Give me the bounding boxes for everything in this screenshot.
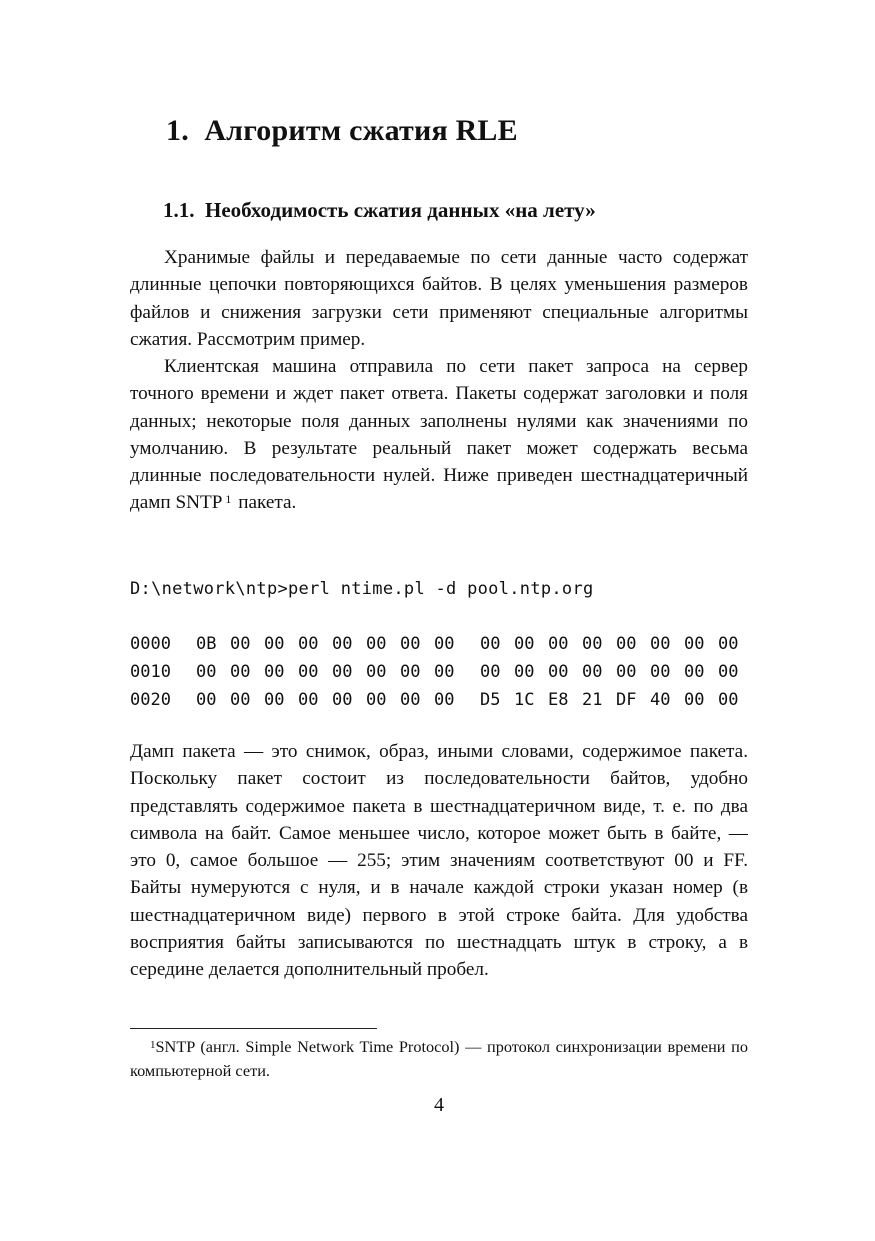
footnote-reference[interactable]: 1 — [225, 492, 232, 507]
hex-byte: E8 — [548, 690, 569, 710]
hex-byte: 00 — [434, 690, 455, 710]
paragraph-intro: Хранимые файлы и передаваемые по сети данные часто содержат длинные цепочки повторяющихся байтов. В целях уменьшения размеров файлов и снижения загрузки сети применяют специальные алгоритмы сжатия. Рассмотрим пример. — [130, 247, 748, 350]
paragraph-example-tail: пакета. — [238, 492, 297, 514]
hex-byte: 00 — [400, 634, 421, 654]
hex-middle-gap — [468, 630, 480, 658]
hex-byte: 00 — [582, 634, 603, 654]
hex-byte: 21 — [582, 690, 603, 710]
hex-byte: 0B — [196, 634, 217, 654]
hex-byte: 00 — [684, 634, 705, 654]
hex-dump-row — [130, 686, 752, 714]
hex-dump-row — [130, 658, 752, 686]
paragraph-dump-explanation: Дамп пакета — это снимок, образ, иными словами, содержимое пакета. Поскольку пакет состоит из последовательности байтов, удобно представлять содержимое пакета в шестнадцатеричном виде, т. е. по два символа на байт. Самое меньшее число, которое может быть в байте, — это 0, самое большое — 255; этим значениям соответствуют 00 и FF. Байты нумеруются с нуля, и в начале каждой строки указан номер (в шестнадцатеричном виде) первого в этой строке байта. Для удобства восприятия байты записываются по шестнадцать штук в строку, а в середине делается дополнительный пробел. — [130, 741, 748, 981]
hex-byte: 00 — [616, 662, 637, 682]
hex-middle-gap — [468, 686, 480, 714]
chapter-number: 1. — [166, 114, 189, 147]
hex-byte: 00 — [230, 634, 251, 654]
hex-byte: 00 — [480, 634, 501, 654]
hex-byte: D5 — [480, 690, 501, 710]
section-heading — [163, 198, 596, 223]
hex-byte: 00 — [264, 662, 285, 682]
hex-byte: 00 — [548, 662, 569, 682]
hex-address: 0020 — [130, 690, 171, 710]
hex-byte: 00 — [514, 662, 535, 682]
hex-byte: 00 — [650, 634, 671, 654]
paragraph-example-text: Клиентская машина отправила по сети пакет запроса на сервер точного времени и ждет пакет ответа. Пакеты содержат заголовки и поля данных; некоторые поля данных заполнены нулями как значениями по умолчанию. В результате реальный пакет может содержать весьма длинные последовательности нулей. Ниже приведен шестнадцатеричный дамп SNTP — [130, 356, 748, 514]
footnote — [130, 1035, 748, 1083]
hex-byte: 00 — [514, 634, 535, 654]
hex-byte: 00 — [366, 662, 387, 682]
chapter-heading — [166, 114, 518, 148]
hex-byte: 00 — [684, 662, 705, 682]
hex-byte: 00 — [548, 634, 569, 654]
hex-byte: 00 — [582, 662, 603, 682]
hex-byte: DF — [616, 690, 637, 710]
hex-byte: 00 — [616, 634, 637, 654]
command-line: D:\network\ntp>perl ntime.pl -d pool.ntp.org — [130, 579, 594, 599]
paragraph-example — [130, 353, 748, 517]
hex-byte: 00 — [684, 690, 705, 710]
hex-address: 0010 — [130, 662, 171, 682]
hex-byte: 00 — [718, 690, 739, 710]
hex-byte: 00 — [230, 690, 251, 710]
page-number: 4 — [434, 1094, 444, 1116]
hex-byte: 00 — [434, 634, 455, 654]
section-title: Необходимость сжатия данных «на лету» — [205, 198, 596, 222]
hex-byte: 00 — [298, 634, 319, 654]
hex-byte: 00 — [230, 662, 251, 682]
hex-byte: 00 — [400, 662, 421, 682]
hex-byte: 1C — [514, 690, 535, 710]
section-number: 1.1. — [163, 198, 195, 222]
footnote-text: SNTP (англ. Simple Network Time Protocol) — протокол синхронизации времени по компьютерной сети. — [130, 1037, 748, 1080]
chapter-title: Алгоритм сжатия RLE — [204, 114, 518, 147]
hex-address: 0000 — [130, 634, 171, 654]
hex-byte: 00 — [718, 634, 739, 654]
footnote-mark: 1 — [150, 1039, 156, 1051]
hex-byte: 00 — [196, 690, 217, 710]
hex-byte: 00 — [264, 634, 285, 654]
hex-byte: 00 — [264, 690, 285, 710]
hex-byte: 00 — [332, 634, 353, 654]
hex-byte: 00 — [434, 662, 455, 682]
hex-byte: 00 — [298, 662, 319, 682]
hex-byte: 00 — [366, 690, 387, 710]
hex-byte: 00 — [298, 690, 319, 710]
hex-byte: 00 — [332, 662, 353, 682]
hex-middle-gap — [468, 658, 480, 686]
hex-byte: 00 — [480, 662, 501, 682]
hex-byte: 00 — [650, 662, 671, 682]
hex-dump — [130, 630, 752, 714]
hex-byte: 00 — [400, 690, 421, 710]
hex-byte: 00 — [718, 662, 739, 682]
footnote-divider — [130, 1028, 377, 1029]
hex-byte: 00 — [196, 662, 217, 682]
hex-byte: 00 — [332, 690, 353, 710]
hex-dump-row — [130, 630, 752, 658]
hex-byte: 40 — [650, 690, 671, 710]
hex-byte: 00 — [366, 634, 387, 654]
